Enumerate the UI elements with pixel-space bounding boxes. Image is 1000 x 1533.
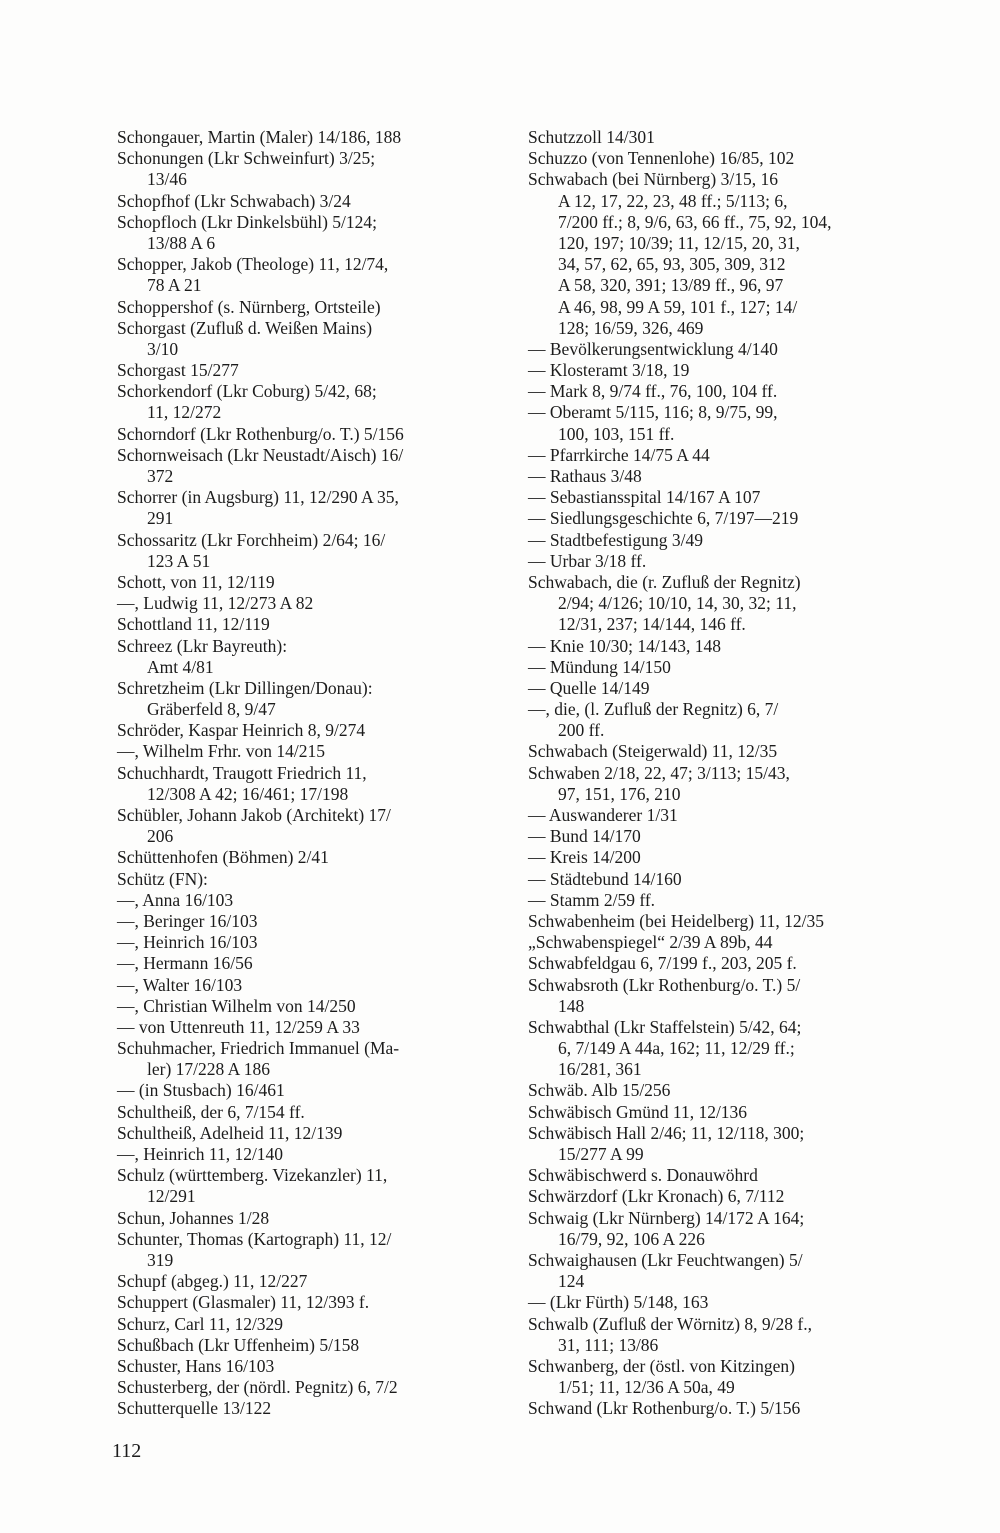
index-entry: Schornweisach (Lkr Neustadt/Aisch) 16/ bbox=[117, 444, 404, 465]
index-entry: —, Heinrich 11, 12/140 bbox=[117, 1144, 284, 1164]
index-entry: Schwabach (Steigerwald) 11, 12/35 bbox=[528, 741, 778, 762]
index-entry: Schuchhardt, Traugott Friedrich 11, bbox=[117, 762, 367, 783]
index-entry: — Städtebund 14/160 bbox=[528, 868, 682, 889]
index-entry: Schwaben 2/18, 22, 47; 3/113; 15/43, bbox=[528, 762, 790, 783]
page-number: 112 bbox=[112, 1440, 142, 1462]
index-entry: — von Uttenreuth 11, 12/259 A 33 bbox=[117, 1016, 360, 1037]
index-entry: Schwand (Lkr Rothenburg/o. T.) 5/156 bbox=[528, 1398, 801, 1419]
index-entry-continuation: 319 bbox=[147, 1249, 174, 1270]
index-entry: — (Lkr Fürth) 5/148, 163 bbox=[528, 1292, 709, 1313]
index-entry-continuation: A 12, 17, 22, 23, 48 ff.; 5/113; 6, bbox=[558, 190, 788, 211]
index-entry: Schupf (abgeg.) 11, 12/227 bbox=[117, 1271, 308, 1292]
index-entry-continuation: 34, 57, 62, 65, 93, 305, 309, 312 bbox=[558, 254, 786, 275]
index-entry: — Bevölkerungsentwicklung 4/140 bbox=[528, 338, 778, 359]
index-entry-continuation: 206 bbox=[147, 826, 174, 847]
index-entry: „Schwabenspiegel“ 2/39 A 89b, 44 bbox=[528, 932, 773, 953]
index-entry: Schultheiß, der 6, 7/154 ff. bbox=[117, 1101, 305, 1122]
index-entry: Schwabenheim (bei Heidelberg) 11, 12/35 bbox=[528, 910, 824, 931]
index-entry: Schopper, Jakob (Theologe) 11, 12/74, bbox=[117, 254, 389, 275]
index-entry: Schopfhof (Lkr Schwabach) 3/24 bbox=[117, 190, 351, 211]
index-entry: Schwabach (bei Nürnberg) 3/15, 16 bbox=[528, 169, 778, 190]
index-entry: — Stadtbefestigung 3/49 bbox=[528, 529, 703, 550]
index-entry: — Siedlungsgeschichte 6, 7/197—219 bbox=[528, 508, 799, 529]
index-entry: Schulz (württemberg. Vizekanzler) 11, bbox=[117, 1165, 388, 1186]
index-entry-continuation: 12/291 bbox=[147, 1186, 196, 1207]
index-entry: —, Walter 16/103 bbox=[117, 974, 243, 995]
index-entry-continuation: 123 A 51 bbox=[147, 550, 211, 571]
index-entry-continuation: ler) 17/228 A 186 bbox=[147, 1059, 270, 1080]
index-entry: — Bund 14/170 bbox=[528, 826, 641, 847]
index-column-right bbox=[528, 127, 916, 1419]
index-entry: Schwaig (Lkr Nürnberg) 14/172 A 164; bbox=[528, 1207, 805, 1228]
index-entry: Schußbach (Lkr Uffenheim) 5/158 bbox=[117, 1334, 360, 1355]
index-entry-continuation: 11, 12/272 bbox=[147, 402, 222, 423]
index-entry-continuation: A 58, 320, 391; 13/89 ff., 96, 97 bbox=[558, 275, 784, 296]
index-entry: — Rathaus 3/48 bbox=[528, 466, 642, 486]
index-entry-continuation: 78 A 21 bbox=[147, 275, 202, 296]
index-entry: Schuster, Hans 16/103 bbox=[117, 1355, 275, 1376]
index-entry-continuation: 124 bbox=[558, 1271, 585, 1292]
index-entry: Schultheiß, Adelheid 11, 12/139 bbox=[117, 1122, 343, 1143]
index-entry: Schorkendorf (Lkr Coburg) 5/42, 68; bbox=[117, 381, 377, 402]
index-entry: — Oberamt 5/115, 116; 8, 9/75, 99, bbox=[528, 402, 778, 423]
index-entry: —, Anna 16/103 bbox=[117, 889, 234, 910]
index-entry-continuation: 13/88 A 6 bbox=[147, 232, 216, 253]
index-entry: Schwärzdorf (Lkr Kronach) 6, 7/112 bbox=[528, 1186, 785, 1207]
index-entry-continuation: 128; 16/59, 326, 469 bbox=[558, 317, 704, 338]
index-entry: — (in Stusbach) 16/461 bbox=[117, 1080, 285, 1101]
index-entry: Schreez (Lkr Bayreuth): bbox=[117, 635, 288, 656]
index-entry: — Klosteramt 3/18, 19 bbox=[528, 360, 690, 381]
index-entry-continuation: 7/200 ff.; 8, 9/6, 63, 66 ff., 75, 92, 104, bbox=[558, 211, 832, 232]
index-entry-continuation: 3/10 bbox=[147, 338, 179, 359]
index-entry: — Pfarrkirche 14/75 A 44 bbox=[528, 444, 710, 465]
index-entry: — Sebastiansspital 14/167 A 107 bbox=[528, 487, 761, 508]
index-entry-continuation: 372 bbox=[147, 466, 174, 486]
index-entry: —, Wilhelm Frhr. von 14/215 bbox=[117, 741, 326, 762]
index-entry: Schütz (FN): bbox=[117, 868, 208, 889]
index-entry: Schorgast 15/277 bbox=[117, 360, 239, 381]
index-entry: Schwabfeldgau 6, 7/199 f., 203, 205 f. bbox=[528, 953, 797, 974]
index-entry: —, die, (l. Zufluß der Regnitz) 6, 7/ bbox=[528, 699, 779, 720]
index-entry: — Mündung 14/150 bbox=[528, 656, 671, 677]
index-entry: Schwabach, die (r. Zufluß der Regnitz) bbox=[528, 571, 801, 592]
index-entry: Schwäbischwerd s. Donauwöhrd bbox=[528, 1165, 758, 1186]
index-entry-continuation: Amt 4/81 bbox=[147, 656, 214, 677]
index-entry: Schunter, Thomas (Kartograph) 11, 12/ bbox=[117, 1228, 392, 1249]
index-entry-continuation: 291 bbox=[147, 508, 174, 529]
index-column-left bbox=[117, 127, 505, 1419]
index-entry-continuation: 31, 111; 13/86 bbox=[558, 1334, 659, 1355]
index-entry: Schwaighausen (Lkr Feuchtwangen) 5/ bbox=[528, 1249, 803, 1270]
index-entry: — Knie 10/30; 14/143, 148 bbox=[528, 635, 721, 656]
index-entry: — Stamm 2/59 ff. bbox=[528, 889, 656, 910]
index-entry-continuation: 16/79, 92, 106 A 226 bbox=[558, 1228, 705, 1249]
index-entry: Schuhmacher, Friedrich Immanuel (Ma- bbox=[117, 1038, 400, 1059]
index-entry-continuation: 100, 103, 151 ff. bbox=[558, 423, 675, 444]
index-entry: Schorgast (Zufluß d. Weißen Mains) bbox=[117, 317, 373, 338]
index-entry: Schutzzoll 14/301 bbox=[528, 127, 655, 147]
index-entry: Schossaritz (Lkr Forchheim) 2/64; 16/ bbox=[117, 529, 386, 550]
index-entry: Schüttenhofen (Böhmen) 2/41 bbox=[117, 847, 329, 868]
index-entry-continuation: Gräberfeld 8, 9/47 bbox=[147, 699, 276, 720]
index-entry: Schröder, Kaspar Heinrich 8, 9/274 bbox=[117, 720, 366, 741]
index-entry: Schwabthal (Lkr Staffelstein) 5/42, 64; bbox=[528, 1016, 802, 1037]
index-entry: —, Christian Wilhelm von 14/250 bbox=[117, 995, 356, 1016]
index-entry: — Urbar 3/18 ff. bbox=[528, 550, 647, 571]
index-entry: Schwalb (Zufluß der Wörnitz) 8, 9/28 f., bbox=[528, 1313, 812, 1334]
index-entry: Schorndorf (Lkr Rothenburg/o. T.) 5/156 bbox=[117, 423, 404, 444]
index-entry: Schübler, Johann Jakob (Architekt) 17/ bbox=[117, 805, 391, 825]
index-entry: — Mark 8, 9/74 ff., 76, 100, 104 ff. bbox=[528, 381, 778, 402]
index-entry: Schurz, Carl 11, 12/329 bbox=[117, 1313, 284, 1334]
index-entry: Schwanberg, der (östl. von Kitzingen) bbox=[528, 1355, 795, 1376]
index-entry: Schuppert (Glasmaler) 11, 12/393 f. bbox=[117, 1292, 370, 1313]
index-entry: —, Hermann 16/56 bbox=[117, 953, 253, 974]
index-entry-continuation: 16/281, 361 bbox=[558, 1059, 642, 1080]
index-entry: Schopfloch (Lkr Dinkelsbühl) 5/124; bbox=[117, 211, 378, 232]
index-entry-continuation: 15/277 A 99 bbox=[558, 1144, 644, 1164]
index-entry: —, Beringer 16/103 bbox=[117, 910, 258, 931]
index-entry: Schottland 11, 12/119 bbox=[117, 614, 270, 635]
index-entry: — Auswanderer 1/31 bbox=[528, 805, 678, 825]
index-entry: —, Ludwig 11, 12/273 A 82 bbox=[117, 593, 314, 614]
index-entry-continuation: 148 bbox=[558, 995, 585, 1016]
index-entry: Schorrer (in Augsburg) 11, 12/290 A 35, bbox=[117, 487, 399, 508]
index-entry: —, Heinrich 16/103 bbox=[117, 932, 258, 953]
index-entry-continuation: A 46, 98, 99 A 59, 101 f., 127; 14/ bbox=[558, 296, 798, 317]
index-entry: — Kreis 14/200 bbox=[528, 847, 641, 868]
index-entry: Schwäbisch Gmünd 11, 12/136 bbox=[528, 1101, 748, 1122]
index-entry: — Quelle 14/149 bbox=[528, 677, 650, 698]
index-entry-continuation: 6, 7/149 A 44a, 162; 11, 12/29 ff.; bbox=[558, 1038, 795, 1059]
index-entry: Schott, von 11, 12/119 bbox=[117, 571, 275, 592]
index-entry: Schwäbisch Hall 2/46; 11, 12/118, 300; bbox=[528, 1122, 805, 1143]
index-entry-continuation: 12/31, 237; 14/144, 146 ff. bbox=[558, 614, 746, 635]
index-entry-continuation: 200 ff. bbox=[558, 720, 605, 741]
index-entry: Schwäb. Alb 15/256 bbox=[528, 1080, 671, 1101]
index-entry: Schwabsroth (Lkr Rothenburg/o. T.) 5/ bbox=[528, 974, 801, 995]
index-entry: Schretzheim (Lkr Dillingen/Donau): bbox=[117, 677, 373, 698]
index-entry: Schuzzo (von Tennenlohe) 16/85, 102 bbox=[528, 148, 795, 169]
index-entry: Schongauer, Martin (Maler) 14/186, 188 bbox=[117, 127, 402, 147]
index-entry: Schoppershof (s. Nürnberg, Ortsteile) bbox=[117, 296, 381, 317]
index-entry-continuation: 13/46 bbox=[147, 169, 187, 190]
index-entry: Schutterquelle 13/122 bbox=[117, 1398, 272, 1419]
index-entry: Schun, Johannes 1/28 bbox=[117, 1207, 270, 1228]
index-entry-continuation: 12/308 A 42; 16/461; 17/198 bbox=[147, 783, 349, 804]
index-entry: Schusterberg, der (nördl. Pegnitz) 6, 7/2 bbox=[117, 1377, 398, 1398]
index-entry-continuation: 1/51; 11, 12/36 A 50a, 49 bbox=[558, 1377, 735, 1398]
index-entry-continuation: 2/94; 4/126; 10/10, 14, 30, 32; 11, bbox=[558, 593, 797, 614]
index-entry-continuation: 120, 197; 10/39; 11, 12/15, 20, 31, bbox=[558, 232, 800, 253]
index-entry-continuation: 97, 151, 176, 210 bbox=[558, 783, 681, 804]
index-entry: Schonungen (Lkr Schweinfurt) 3/25; bbox=[117, 148, 376, 169]
